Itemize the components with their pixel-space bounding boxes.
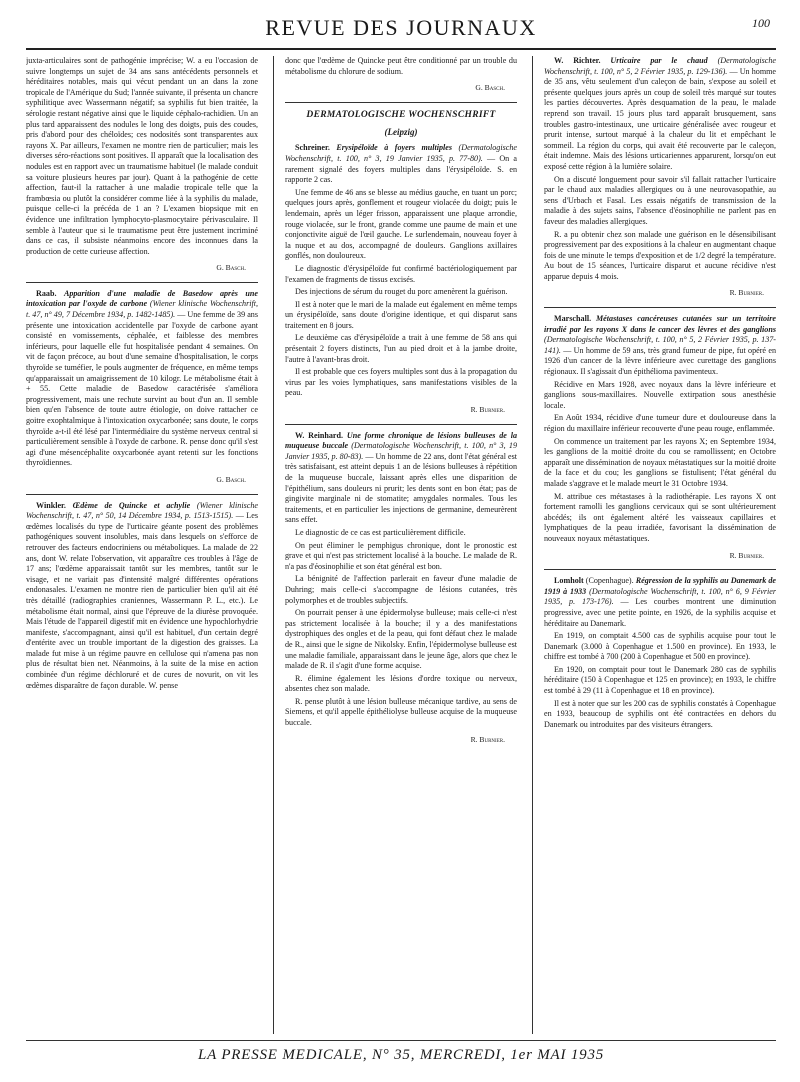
paragraph: Récidive en Mars 1928, avec noyaux dans la lèvre inférieure et ganglions sous-maxillaires. Nouvelle extirpation sous anesthésie locale. [544,379,776,410]
article-title: Œdème de Quincke et achylie [72,500,191,510]
paragraph: M. attribue ces métastases à la radiothérapie. Les rayons X ont fortement ramolli les ganglions cervicaux qui se sont ultérieurement abcédés; ils ont également altéré les vaisseaux capillaires et lymphatiques de la peau irradiée, favorisant la dissémination de nouveaux noyaux métastatiques. [544,491,776,543]
author-signature: R. Burnier. [729,550,764,560]
paragraph: R. pense plutôt à une lésion bulleuse mécanique tardive, au sens de Siemens, et qu'il appelle épithéliolyse bulleuse acquise de la muqueuse buccale. [285,696,517,728]
column-left [26,56,258,1034]
column-right [544,56,776,1034]
article-title: Métastases cancéreuses cutanées sur un territoire irradié par les rayons X dans le cancer des lèvres et des ganglions [544,314,776,334]
article-raab [26,289,258,469]
page-number: 100 [752,16,770,30]
author-signature: R. Burnier. [470,734,505,744]
article-author: Marschall. [554,314,592,324]
article-body: — Une femme de 39 ans présente une intoxication accidentelle par l'oxyde de carbone ayant consisté en vomissements, céphalée, et faiblesse des membres inférieurs, pour laquelle elle fut hospitalisée pendant 4 semaines. On vit de façon précoce, au bout d'une semaine d'hospitalisation, le corps thyroïde se tuméfier, le pouls augmenter de fréquence, en même temps qu'apparaissait un amaigrissement de 10 kilogr. Le métabolisme était à + 55. Cette maladie de Basedow caractérisée s'améliora progressivement, mais une rechute survint au bout d'un an. Il semble bien qu'en l'absence de toute autre étiologie, on doive rattacher ce goitre exophtalmique à l'intoxication oxycarbonée; sans doute, le corps thyroïde a-t-il été lésé par l'intermédiaire du système nerveux central si particulièrement sensible à l'oxyde de carbone. R. pense donc qu'il s'est agi d'une mésencéphalite oxycarbonée ayant retenti sur les fonctions thyroïdiennes. [26,310,258,468]
author-signature: G. Basch. [216,474,246,484]
article-author: Schreiner. [295,143,330,153]
article-reference: (Dermatologische Wochenschrift, t. 100, n° 5, 2 Février 1935, p. 137-141). [544,335,776,355]
journal-city: (Leipzig) [384,126,418,137]
article-author: Lomholt [554,576,584,586]
article-body: — Un homme de 59 ans, très grand fumeur de pipe, fut opéré en 1926 d'un cancer de la lèvre inférieure avec curettage des ganglions régionaux. Il s'agissait d'un épithélioma pavimenteux. [544,345,776,377]
article-body: — Les œdèmes localisés du type de l'urticaire géante posent des problèmes pathogéniques souvent insolubles, mais dans lesquels on s'efforce de retrouver des facteurs endocriniens ou métaboliques. La malade de 22 ans, dont W. relate l'observation, vit apparaître ces troubles à l'âge de 17 ans; l'œdème apparaissait tantôt sur les membres, tantôt sur le visage, et ne variait pas d'intensité malgré différentes opérations endonasales. L'examen ne montre rien de particulier bien qu'il ait été très détaillé (radiographies craniennes, Wassermann P. L., etc.). Le métabolisme était normal, ainsi que l'épreuve de la diurèse provoquée. Mais l'étude de l'appareil digestif mit en évidence une hypochlorhydrie manifeste, s'accompagnant, ainsi qu'il est habituel, d'un certain degré d'entérite avec un trouble important de la digestion des graisses. La malade fut mise à un régime pauvre en cellulose qui n'amena pas non plus de résultat bien net. Néanmoins, à la suite de la mise en action combinée d'un régime déchloruré et de cures de novurit, on vit les œdèmes disparaître de façon durable. W. pense [26,511,258,690]
paragraph: Le diagnostic d'érysipéloïde fut confirmé bactériologiquement par l'examen de fragments de tissus excisés. [285,263,517,284]
journal-heading: DERMATOLOGISCHE WOCHENSCHRIFT [306,109,496,120]
article-reinhard [285,431,517,526]
article-reference: (Wiener klinische Wochenschrift, t. 47, n° 49, 7 Décembre 1934, p. 1482-1485). [26,299,258,320]
author-signature: R. Burnier. [470,405,505,415]
paragraph: Le deuxième cas d'érysipéloïde a trait à une femme de 58 ans qui présentait 2 foyers distincts, l'un au pied droit et à la jambe droite, l'autre à l'avant-bras droit. [285,333,517,364]
paragraph: On pourrait penser à une épidermolyse bulleuse; mais celle-ci n'est pas strictement localisée à la bouche; il y a des manifestations dystrophiques des ongles et de la peau, qui font défaut chez le malade de R., ainsi que le signe de Nikolsky. Enfin, l'épidermolyse bulleuse est une maladie familiale, apparaissant dans le jeune âge, alors que chez le malade de R. il s'agit d'une forme acquise. [285,608,517,671]
paragraph: Il est probable que ces foyers multiples sont dus à la propagation du virus par les voies lymphatiques, sans manifestations visibles de la peau. [285,367,517,398]
article-reference: (Wiener klinische Wochenschrift, t. 47, n° 50, 14 Décembre 1934, p. 1513-1515). [26,500,258,521]
paragraph: Des injections de sérum du rouget du porc amenèrent la guérison. [295,287,508,297]
paragraph: La bénignité de l'affection parlerait en faveur d'une maladie de Duhring; mais celle-ci s'accompagne de lésions cutanées, très polymorphes et de troubles subjectifs. [285,574,517,605]
paragraph: On a discuté longuement pour savoir s'il fallait rattacher l'urticaire par le chaud aux maladies allergiques ou à une neurovasopathie, au sens d'Urbach et Fasal. Les essais négatifs de transmission de la maladie à des sujets sains, l'absence d'éosinophilie ne parlent pas en faveur des maladies allergiques. [544,174,776,226]
divider [285,102,517,103]
article-body: — Les courbes montrent une diminution progressive, avec une petite pointe, en 1926, de la syphilis acquise et héréditaire au Danemark. [544,597,776,628]
paragraph: R. élimine également les lésions d'ordre toxique ou nerveux, absentes chez son malade. [285,673,517,694]
article-reference: (Dermatologische Wochenschrift, t. 100, n° 6, 9 Février 1935, p. 173-176). [544,586,776,607]
paragraph: R. a pu obtenir chez son malade une guérison en le désensibilisant progressivement par des expositions à la chaleur en augmentant chaque fois de une minute le temps d'exposition et de 1/2 degré la température. Au bout de 15 séances, l'urticaire disparut et aucune récidive n'est apparue depuis 4 mois. [544,229,776,281]
article-body: — On a rarement signalé des foyers multiples dans l'érysipéloïde. S. en rapporte 2 cas. [285,153,517,185]
paragraph: donc que l'œdème de Quincke peut être conditionné par un trouble du métabolisme du chlorure de sodium. [285,56,517,76]
article-body: — Un homme de 35 ans, vêtu seulement d'un caleçon de bain, s'expose au soleil et présente quelques jours après un coup de soleil très marqué sur toutes les parties découvertes. Après desquamation de la peau, le malade reprend son travail. 15 jours plus tard apparaît brusquement, sans troubles gastro-intestinaux, une urticaire généralisée avec rougeur et prurit intense, surtout marqué à la chaleur du lit et empêchant le sommeil. La région du corps, qui avait été recouverte par le caleçon, était indemne. Mais des lésions urticariennes apparurent, lorsqu'on eut exposé cette région à la lumière solaire. [544,66,776,171]
page-header [26,8,776,50]
article-author: W. Reinhard. [295,430,344,440]
divider [26,494,258,495]
article-winkler [26,501,258,692]
paragraph: En 1919, on comptait 4.500 cas de syphilis acquise pour tout le Danemark (3.000 à Copenhague et 1.500 en province). En 1933, le chiffre est tombé à 700 (200 à Copenhague et 500 en province). [544,631,776,662]
article-body: — Un homme de 22 ans, dont l'état général est très satisfaisant, est atteint depuis 1 an de lésions bulleuses à répétition de la muqueuse buccale, laissant après elles une disparition de l'épithélium, sans douleurs ni prurit; les dents sont en bon état; pas de gingivite marginale ni de stomatite; amygdales normales. Tous les traitements, et en particulier les injections de germanine, demeurèrent sans effet. [285,451,517,525]
article-author: W. Richter. [554,56,601,65]
author-signature: G. Basch. [475,83,505,93]
article-reference: (Dermatologische Wochenschrift, t. 100, n° 3, 19 Janvier 1935, p. 80-83). [285,441,517,461]
paragraph: En Août 1934, récidive d'une tumeur dure et douloureuse dans la région du maxillaire inférieur recouverte d'une peau rouge, enflammée. [544,413,776,433]
article-title: Erysipéloïde à foyers multiples [336,143,453,153]
column-middle [285,56,517,1034]
divider [544,307,776,308]
paragraph: Le diagnostic de ce cas est particulièrement difficile. [295,527,466,537]
journal-section-title: REVUE DES JOURNAUX [265,15,537,40]
article-author: Winkler. [36,500,66,510]
article-lomholt [544,576,776,629]
article-title: Urticaire par le chaud [610,56,708,65]
paragraph: En 1920, on comptait pour tout le Danemark 280 cas de syphilis héréditaire (150 à Copenhague et 125 en province); en 1933, le chiffre est tombé à 29 (11 à Copenhague et 18 en province). [544,664,776,696]
article-title: Une forme chronique de lésions bulleuses de la muqueuse buccale [285,430,517,451]
paragraph: Il est à noter que sur les 200 cas de syphilis constatés à Copenhague en 1933, beaucoup de syphilis ont été contractées en dehors du Danemark ou introduites par des visiteurs étrangers. [544,698,776,729]
article-author: Raab. [36,288,57,298]
paragraph: On commence un traitement par les rayons X; en Septembre 1934, les ganglions de la moitié droite du cou se ramollissent; en Octobre apparaît une dissémination de noyaux métastatiques sur la moitié droite de la face et du cou; les ganglions se fistulisent; l'état général du malade s'aggrave et le malade meurt le 31 Octobre 1934. [544,436,776,488]
article-columns [26,56,776,1034]
journal-page [26,8,776,1068]
paragraph: On peut éliminer le pemphigus chronique, dont le pronostic est grave et qui n'est pas strictement localisé à la bouche. Le malade de R. n'a pas d'éosinophilie et son état général est bon. [285,540,517,571]
article-author-place: (Copenhague). [585,576,634,586]
paragraph: Il est à noter que le mari de la malade eut également en même temps un érysipéloïde, sans doute d'origine identique, et qui disparut sans traitement en 8 jours. [285,299,517,330]
column-rule [273,56,274,1034]
divider [544,569,776,570]
divider [285,424,517,425]
article-marschall [544,314,776,378]
article-richter [544,56,776,173]
paragraph: juxta-articulaires sont de pathogénie imprécise; W. a eu l'occasion de suivre longtemps un sujet de 34 ans sans antécédents personnels et héréditaires notables, mais qui vécut pendant un an dans la zone tropicale de l'Amérique du Sud; l'année suivante, il présenta un chancre syphilitique avec Wassermann négatif; sa syphilis fut bien traitée, la sérologie restant négative ainsi que le liquide céphalo-rachidien. Un an plus tard apparaissent des nodules le long des doigts, puis des coudes, pris d'abord pour des chéloïdes; ces nodosités sont transparentes aux rayons X. Par ailleurs, l'examen ne montre rien de particulier; mais les diverses séro-réactions sont positives. Il apparaît que la localisation des nodules est en rapport avec un traumatisme habituel (le malade conduit sa voiture plusieurs heures par jour). Quant à la pathogénie de cette affection, faut-il la rattacher à une maladie tropicale telle que la frambœsia ou plutôt la considérer comme liée à la syphilis du malade, puisque celle-ci la précéda de 1 an ? L'examen biopsique mit en évidence une infiltration lymphocyto-plasmocytaire périvasculaire. Il semble à l'auteur que si le traumatisme peut être justement incriminé dans ce cas, il subsiste néanmoins encore des inconnues dans la production de cette curieuse affection. [26,56,258,256]
author-signature: R. Burnier. [729,288,764,298]
article-schreiner [285,143,517,185]
article-title: Apparition d'une maladie de Basedow après une intoxication par l'oxyde de carbone [26,288,258,309]
paragraph: Une femme de 46 ans se blesse au médius gauche, en tuant un porc; quelques jours après, gonflement et rougeur violacée du doigt; puis le lendemain, après un léger frisson, apparaissent une plaque arrondie, rouge violacée, sur le front, grande comme une paume de main et une conjonctivite aiguë de l'œil gauche. Le surlendemain, nouveau foyer à la nuque et au dos, accompagné de douleurs. Ganglions axillaires gonflés, non douloureux. [285,187,517,261]
article-reference: (Dermatologische Wochenschrift, t. 100, n° 5, 2 Février 1935, p. 129-136). [544,56,776,76]
divider [26,282,258,283]
page-footer: LA PRESSE MEDICALE, N° 35, MERCREDI, 1er MAI 1935 [26,1040,776,1064]
article-title: Régression de la syphilis au Danemark de 1919 à 1933 [544,576,776,596]
column-rule [532,56,533,1034]
author-signature: G. Basch. [216,263,246,273]
article-reference: (Dermatologische Wochenschrift, t. 100, n° 3, 19 Janvier 1935, p. 77-80). [285,143,517,163]
